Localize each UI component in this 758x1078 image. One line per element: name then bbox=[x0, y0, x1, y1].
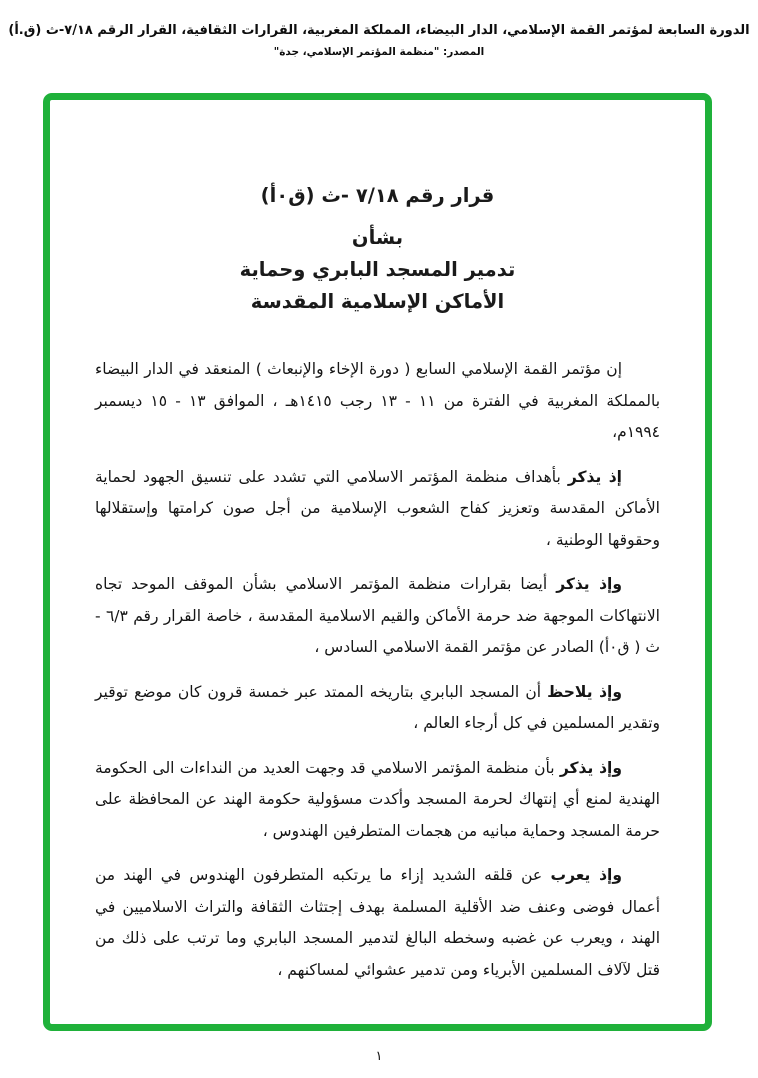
document-header bbox=[0, 0, 758, 58]
paragraph-recalling-aims bbox=[95, 462, 660, 557]
header-session-line: الدورة السابعة لمؤتمر القمة الإسلامي، الدار البيضاء، المملكة المغربية، القرارات الثقافية، القرار الرقم ٧/١٨-ث (ق.أ) bbox=[8, 23, 750, 38]
page-number: ١ bbox=[375, 1049, 383, 1064]
paragraph-preamble bbox=[95, 354, 660, 449]
paragraph-noting-history bbox=[95, 677, 660, 740]
title-subject-line-2: الأماكن الإسلامية المقدسة bbox=[250, 290, 505, 313]
paragraph-lead: وإذ يذكر bbox=[556, 575, 622, 593]
paragraph-lead: وإذ يعرب bbox=[550, 866, 623, 884]
scanned-page-frame bbox=[43, 93, 712, 1031]
paragraph-text: إن مؤتمر القمة الإسلامي السابع ( دورة الإخاء والإنبعاث ) المنعقد في الدار البيضاء بالمملكة المغربية في الفترة من ١١ - ١٣ رجب ١٤١٥هـ ، الموافق ١٣ - ١٥ ديسمبر ١٩٩٤م، bbox=[95, 360, 661, 441]
paragraph-text: بأهداف منظمة المؤتمر الاسلامي التي تشدد على تنسيق الجهود لحماية الأماكن المقدسة وتعزيز كفاح الشعوب الإسلامية من أجل صون كرامتها وإستقلالها وحقوقها الوطنية ، bbox=[95, 467, 660, 549]
header-source-line: المصدر: "منظمة المؤتمر الإسلامي، جدة" bbox=[273, 46, 485, 58]
paragraph-lead: وإذ يذكر bbox=[559, 758, 622, 777]
title-subject-line-1: تدمير المسجد البابري وحماية bbox=[239, 258, 516, 281]
paragraph-lead: إذ يذكر bbox=[567, 467, 622, 486]
paragraph-text: بأن منظمة المؤتمر الاسلامي قد وجهت العديد من النداءات الى الحكومة الهندية لمنع أي إنتهاك لحرمة المسجد وأكدت مسؤولية حكومة الهند عن المحافظة على حرمة المسجد وحماية مبانيه من هجمات المتطرفين الهندوس ، bbox=[95, 758, 660, 840]
paragraph-text: أن المسجد البابري بتاريخه الممتد عبر خمسة قرون كان موضع توقير وتقدير المسلمين في كل أرجاء العالم ، bbox=[95, 682, 660, 732]
paragraph-expressing-concern bbox=[95, 860, 660, 986]
paragraph-recalling-resolutions bbox=[95, 569, 660, 664]
paragraph-text: عن قلقه الشديد إزاء ما يرتكبه المتطرفون الهندوس في الهند من أعمال فوضى وعنف ضد الأقلية المسلمة بهدف إجتثاث الثقافة والتراث الاسلاميين في الهند ، ويعرب عن غضبه وسخطه البالغ لتدمير المسجد البابري وما ترتب على ذلك من قتل لآلاف المسلمين الأبرياء ومن تدمير عشوائي لمساكنهم ، bbox=[95, 866, 660, 979]
paragraph-lead: وإذ يلاحظ bbox=[547, 682, 623, 701]
resolution-body bbox=[95, 354, 660, 986]
paragraph-text: أيضا بقرارات منظمة المؤتمر الاسلامي بشأن الموقف الموحد تجاه الانتهاكات الموجهة ضد حرمة الأماكن والقيم الاسلامية المقدسة ، خاصة القرار رقم ٦/٣ - ث ( ق٠أ) الصادر عن مؤتمر القمة الاسلامي السادس ، bbox=[95, 575, 660, 656]
title-regarding-line: بشأن bbox=[351, 226, 404, 249]
resolution-number-line: قرار رقم ٧/١٨ -ث (ق٠أ) bbox=[260, 184, 495, 207]
resolution-title-block bbox=[50, 180, 705, 318]
paragraph-recalling-appeals bbox=[95, 753, 660, 848]
